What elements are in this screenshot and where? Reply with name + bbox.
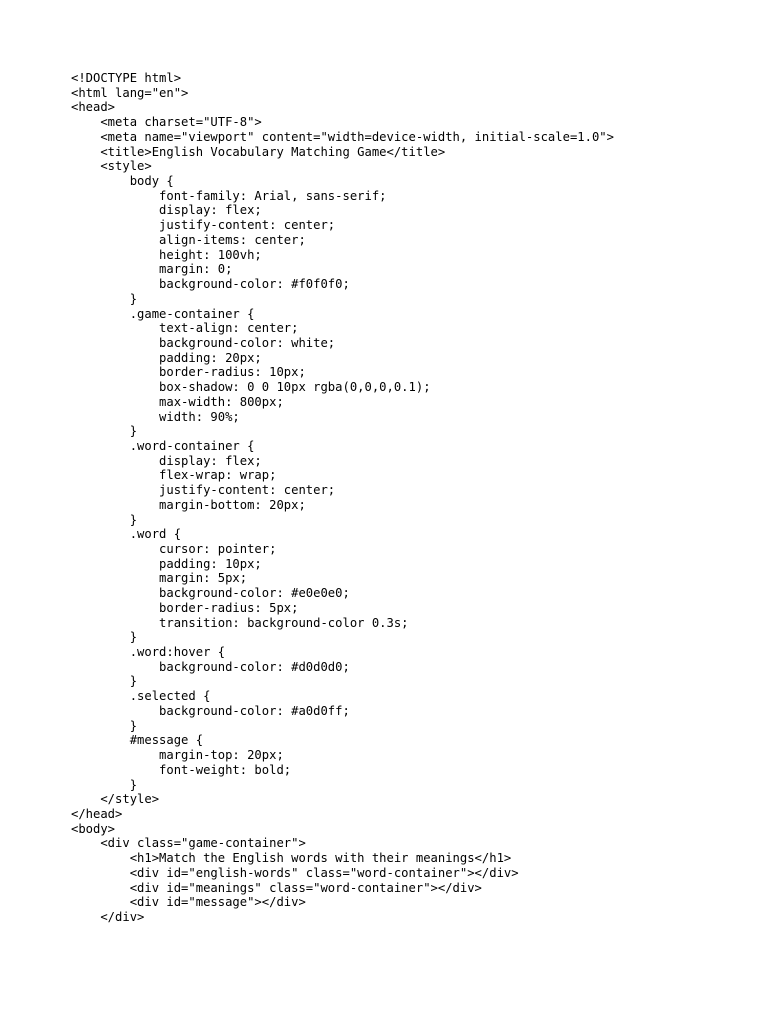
code-line: <html lang="en"> (71, 85, 189, 100)
code-line: display: flex; (71, 453, 262, 468)
code-line: body { (71, 174, 174, 189)
code-line: <div id="meanings" class="word-container"></div> (71, 880, 482, 895)
code-line: max-width: 800px; (71, 394, 284, 409)
code-line: align-items: center; (71, 232, 306, 247)
code-line: margin: 5px; (71, 571, 248, 586)
code-line: background-color: #d0d0d0; (71, 659, 350, 674)
code-line: padding: 20px; (71, 350, 262, 365)
code-line: <style> (71, 159, 152, 174)
code-line: .word:hover { (71, 645, 226, 660)
code-line: display: flex; (71, 203, 262, 218)
code-line: </style> (71, 792, 160, 807)
code-line: justify-content: center; (71, 483, 336, 498)
code-line: flex-wrap: wrap; (71, 468, 277, 483)
code-line: .game-container { (71, 306, 255, 321)
code-line: <meta charset="UTF-8"> (71, 115, 262, 130)
code-line: } (71, 674, 138, 689)
code-line: padding: 10px; (71, 556, 262, 571)
code-line: margin-top: 20px; (71, 748, 284, 763)
code-line: height: 100vh; (71, 247, 262, 262)
code-line: } (71, 424, 138, 439)
code-line: <div id="message"></div> (71, 895, 306, 910)
code-line: text-align: center; (71, 321, 299, 336)
code-line: <body> (71, 821, 116, 836)
code-line: background-color: #e0e0e0; (71, 586, 350, 601)
code-line: <head> (71, 100, 116, 115)
code-line: </div> (71, 909, 145, 924)
code-line: margin-bottom: 20px; (71, 497, 306, 512)
code-line: background-color: #a0d0ff; (71, 703, 350, 718)
code-line: <h1>Match the English words with their meanings</h1> (71, 851, 512, 866)
code-line: } (71, 512, 138, 527)
code-line: <div id="english-words" class="word-container"></div> (71, 865, 519, 880)
code-line: margin: 0; (71, 262, 233, 277)
code-line: </head> (71, 806, 123, 821)
code-line: } (71, 777, 138, 792)
code-listing (71, 71, 614, 925)
code-line: .word-container { (71, 438, 255, 453)
code-line: #message { (71, 733, 204, 748)
code-line: background-color: white; (71, 335, 336, 350)
code-line: font-weight: bold; (71, 762, 292, 777)
code-line: background-color: #f0f0f0; (71, 277, 350, 292)
code-line: <div class="game-container"> (71, 836, 306, 851)
code-line: <meta name="viewport" content="width=device-width, initial-scale=1.0"> (71, 129, 614, 144)
code-line: cursor: pointer; (71, 542, 277, 556)
code-line: } (71, 630, 138, 645)
code-line: transition: background-color 0.3s; (71, 615, 409, 630)
code-line: justify-content: center; (71, 218, 336, 233)
code-line: } (71, 718, 138, 733)
code-line: width: 90%; (71, 409, 240, 424)
code-line: box-shadow: 0 0 10px rgba(0,0,0,0.1); (71, 380, 431, 395)
code-line: border-radius: 10px; (71, 365, 306, 380)
code-line: } (71, 291, 138, 306)
code-line: .selected { (71, 689, 211, 704)
code-line: border-radius: 5px; (71, 600, 299, 615)
code-line: font-family: Arial, sans-serif; (71, 188, 387, 203)
code-line: .word { (71, 527, 182, 542)
code-line: <!DOCTYPE html> (71, 71, 182, 85)
code-line: <title>English Vocabulary Matching Game</title> (71, 144, 446, 159)
